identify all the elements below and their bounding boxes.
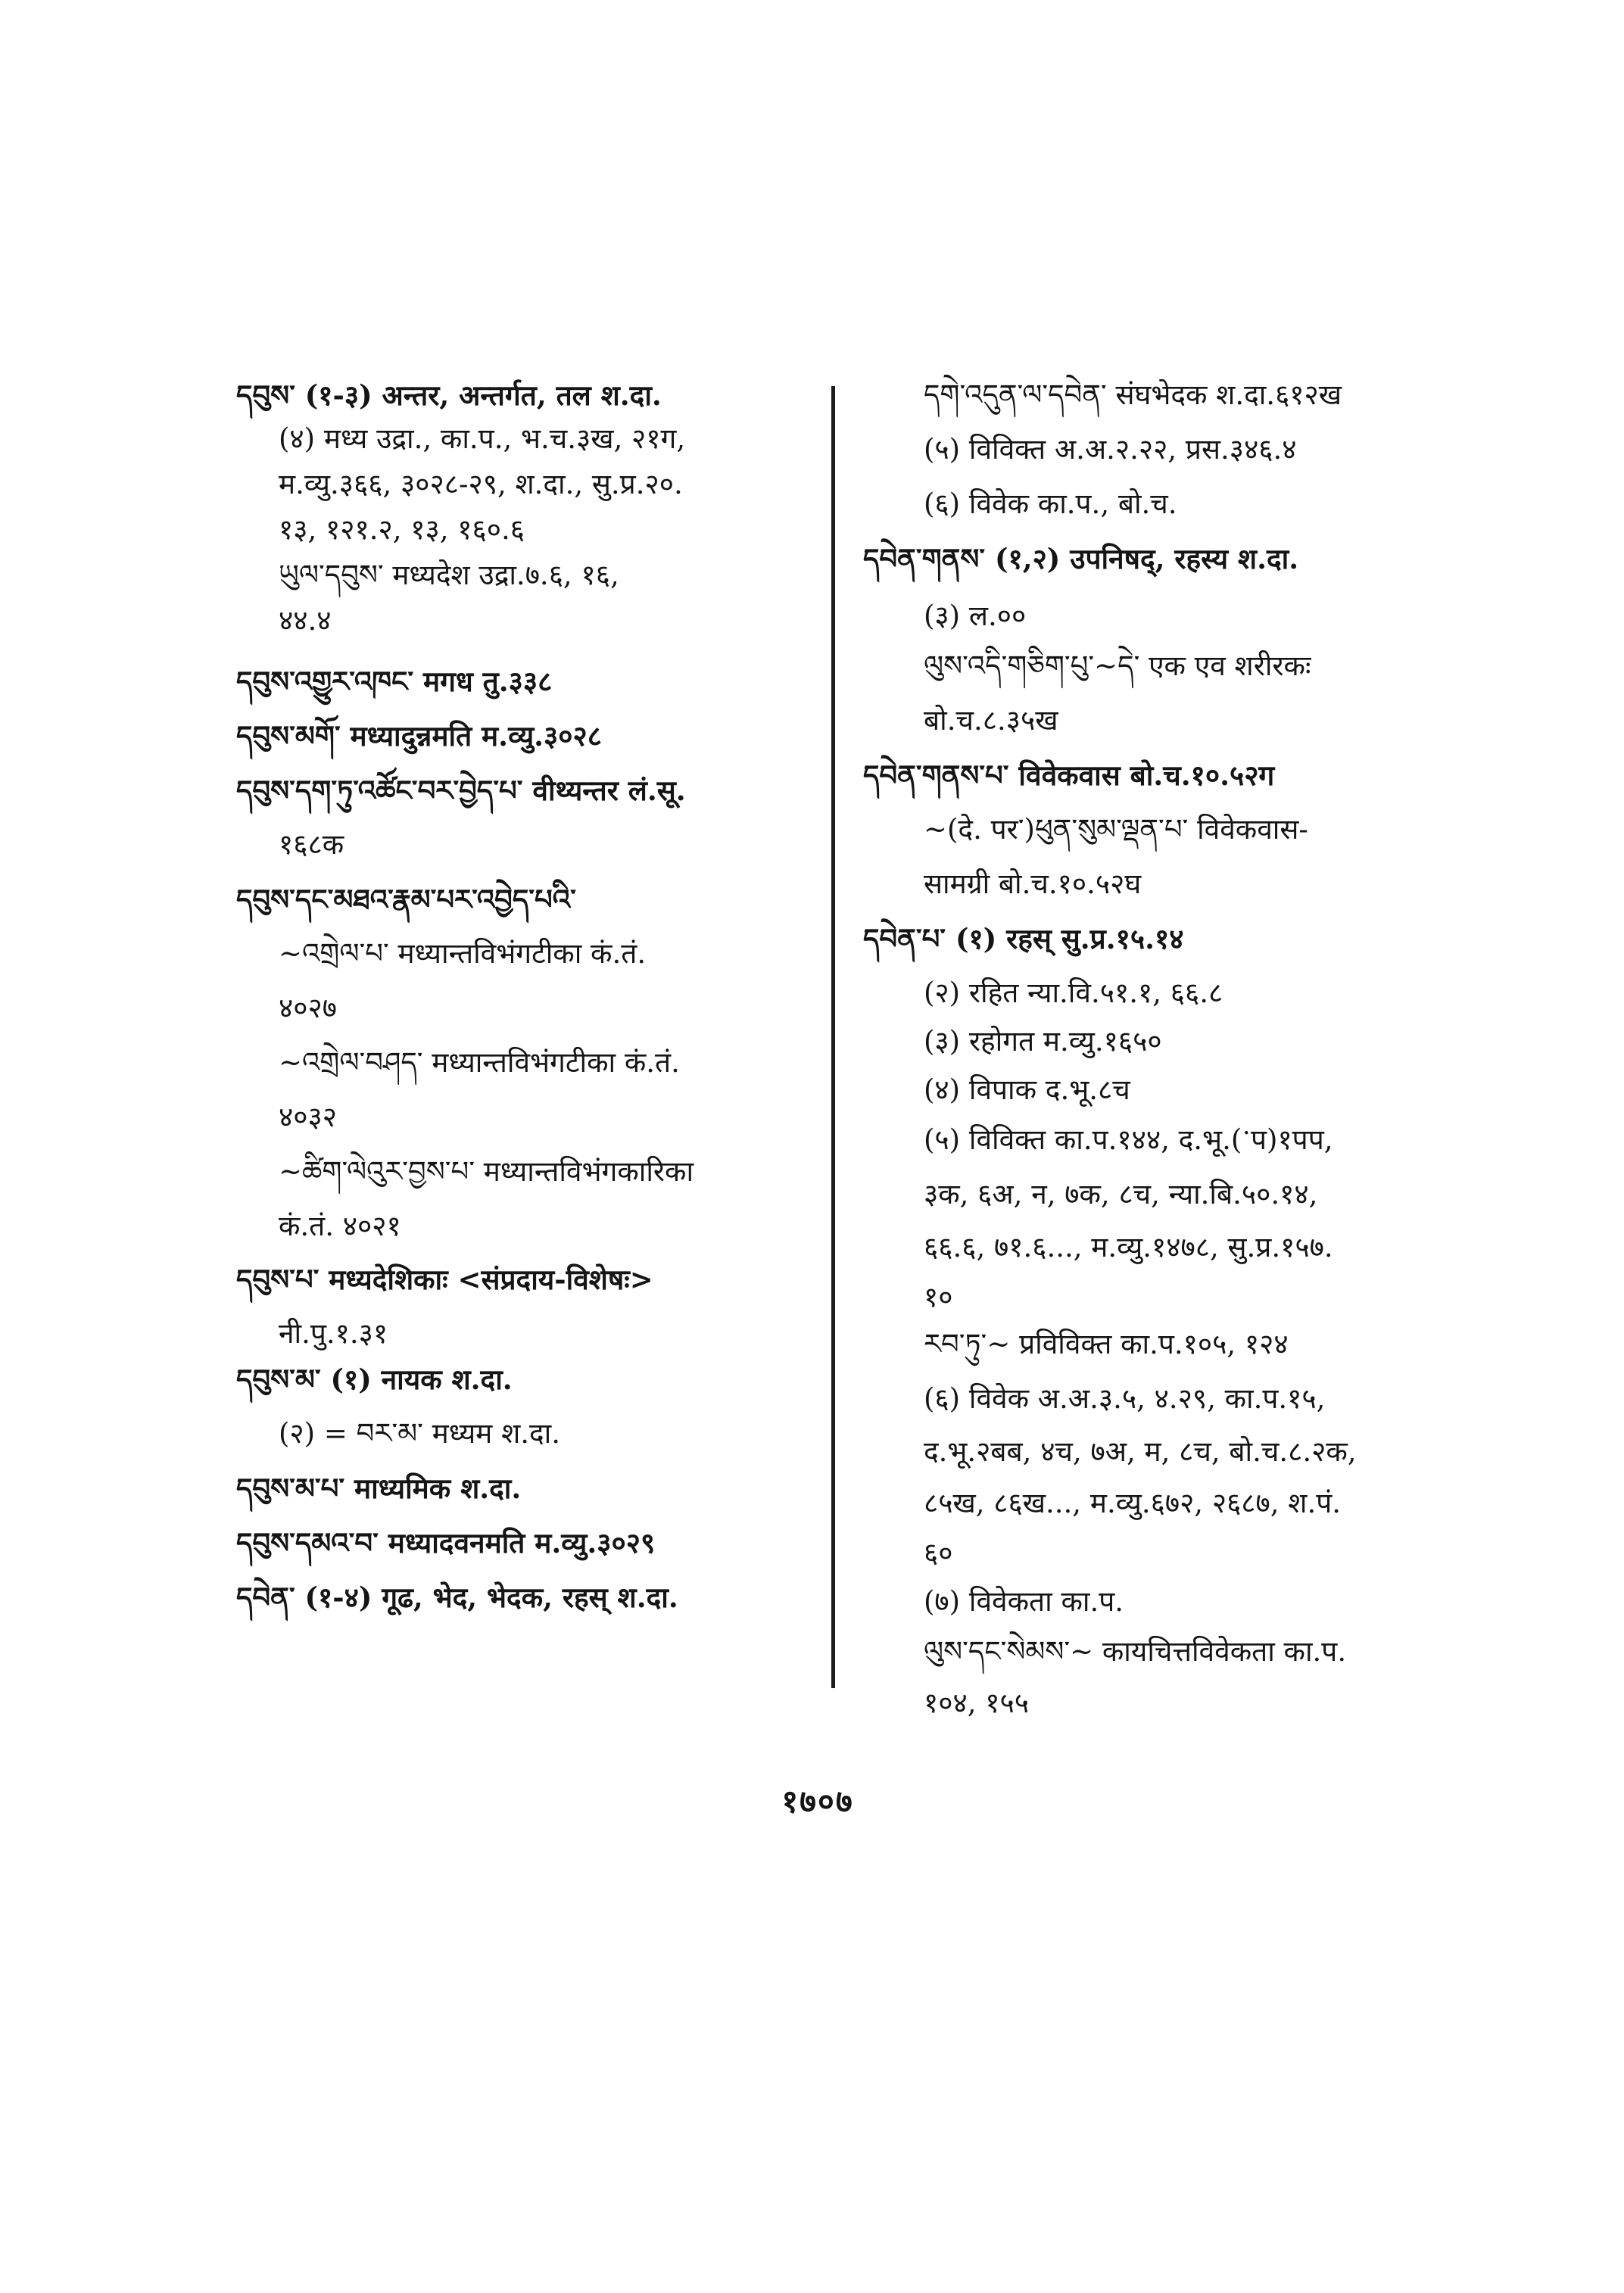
entry-line: १०: [924, 1281, 953, 1313]
entry-line: द.भू.२बब, ४च, ७अ, म, ८च, बो.च.८.२क,: [924, 1435, 1357, 1468]
column-divider: [831, 386, 835, 1688]
headword-line: དབུས་མགོ་ मध्यादुन्नमति म.व्यु.३०२८: [236, 719, 603, 752]
headword-line: དབུས་མ་ (१) नायक श.दा.: [236, 1363, 513, 1396]
entry-line: ཡུལ་དབུས་ मध्यदेश उद्रा.७.६, १६,: [279, 559, 619, 591]
entry-line: ~འགྲེལ་པ་ मध्यान्तविभंगटीका कं.तं.: [279, 937, 647, 970]
entry-line: (७) विवेकता का.प.: [924, 1585, 1124, 1618]
entry-line: (४) विपाक द.भू.८च: [924, 1073, 1130, 1106]
entry-line: बो.च.८.३५ख: [924, 704, 1058, 737]
entry-line: (४) मध्य उद्रा., का.प., भ.च.३ख, २१ग,: [279, 422, 686, 455]
entry-line: (५) विविक्त का.प.१४४, द.भू.(ॱप)१पप,: [924, 1123, 1333, 1156]
headword-line: དབེན་པ་ (१) रहस् सु.प्र.१५.१४: [863, 922, 1184, 955]
entry-line: (५) विविक्त अ.अ.२.२२, प्रस.३४६.४: [924, 433, 1297, 466]
headword-line: དབེན་ (१-४) गूढ, भेद, भेदक, रहस् श.दा.: [236, 1581, 678, 1614]
entry-line: ~ཚིག་ལེའུར་བྱས་པ་ मध्यान्तविभंगकारिका: [279, 1155, 694, 1188]
entry-line: ६०: [924, 1537, 953, 1569]
entry-line: कं.तं. ४०२१: [279, 1210, 401, 1242]
headword-line: དབེན་གནས་པ་ विवेकवास बो.च.१०.५२ग: [863, 759, 1275, 792]
page-number: १७०७: [781, 1783, 854, 1820]
entry-line: म.व्यु.३६६, ३०२८-२९, श.दा., सु.प्र.२०.: [279, 468, 683, 500]
headword-line: དབེན་གནས་ (१,२) उपनिषद्, रहस्य श.दा.: [863, 542, 1299, 575]
entry-line: ལུས་དང་སེམས་~ कायचित्तविवेकता का.प.: [924, 1635, 1347, 1668]
entry-line: (२) = བར་མ་ मध्यम श.दा.: [279, 1417, 560, 1450]
entry-line: नी.पु.१.३१: [279, 1317, 388, 1350]
entry-line: ४०३२: [279, 1101, 337, 1133]
headword-line: དབུས་མ་པ་ माध्यमिक श.दा.: [236, 1472, 522, 1505]
entry-line: དགེ་འདུན་ལ་དབེན་ संघभेदक श.दा.६१२ख: [924, 379, 1342, 411]
entry-line: རབ་ཏུ་~ प्रविविक्त का.प.१०५, १२४: [924, 1328, 1289, 1360]
headword-line: དབུས་པ་ मध्यदेशिकाः <संप्रदाय-विशेषः>: [236, 1263, 653, 1296]
entry-line: (३) रहोगत म.व्यु.१६५०: [924, 1025, 1162, 1058]
headword-line: དབུས་འགྱུར་འཁང་ मगध तु.३३८: [236, 665, 553, 698]
entry-line: ལུས་འདི་གཅིག་པུ་~དེ་ एक एव शरीरकः: [924, 650, 1311, 682]
headword-line: དབུས་ (१-३) अन्तर, अन्तर्गत, तल श.दा.: [236, 379, 662, 412]
entry-line: (६) विवेक का.प., बो.च.: [924, 488, 1177, 520]
entry-line: १०४, १५५: [924, 1687, 1029, 1719]
entry-line: सामग्री बो.च.१०.५२घ: [924, 868, 1142, 900]
entry-line: ६६.६, ७१.६..., म.व्यु.१४७८, सु.प्र.१५७.: [924, 1231, 1333, 1263]
entry-line: ~(दे. पर་)ཕུན་སུམ་ལྡན་པ་ विवेकवास-: [924, 813, 1308, 846]
entry-line: ~འགྲེལ་བཤད་ मध्यान्तविभंगटीका कं.तं.: [279, 1046, 680, 1079]
entry-line: १६८क: [279, 828, 344, 861]
headword-line: དབུས་དག་ཏུ་འཚོང་བར་བྱེད་པ་ वीथ्यन्तर लं.सू.: [236, 774, 686, 807]
entry-line: (६) विवेक अ.अ.३.५, ४.२९, का.प.१५,: [924, 1382, 1326, 1415]
entry-line: ४४.४: [279, 604, 332, 637]
headword-line: དབུས་དང་མཐའ་རྣམ་པར་འབྱེད་པའི་: [236, 883, 576, 916]
entry-line: ३क, ६अ, न, ७क, ८च, न्या.बि.५०.१४,: [924, 1178, 1318, 1210]
entry-line: (३) ल.००: [924, 600, 1027, 632]
entry-line: ४०२७: [279, 992, 337, 1024]
entry-line: (२) रहित न्या.वि.५१.१, ६६.८: [924, 977, 1223, 1009]
entry-line: ८५ख, ८६ख..., म.व्यु.६७२, २६८७, श.पं.: [924, 1487, 1342, 1519]
entry-line: १३, १२१.२, १३, १६०.६: [279, 513, 525, 546]
headword-line: དབུས་དམའ་བ་ मध्यादवनमति म.व्यु.३०२९: [236, 1526, 656, 1559]
